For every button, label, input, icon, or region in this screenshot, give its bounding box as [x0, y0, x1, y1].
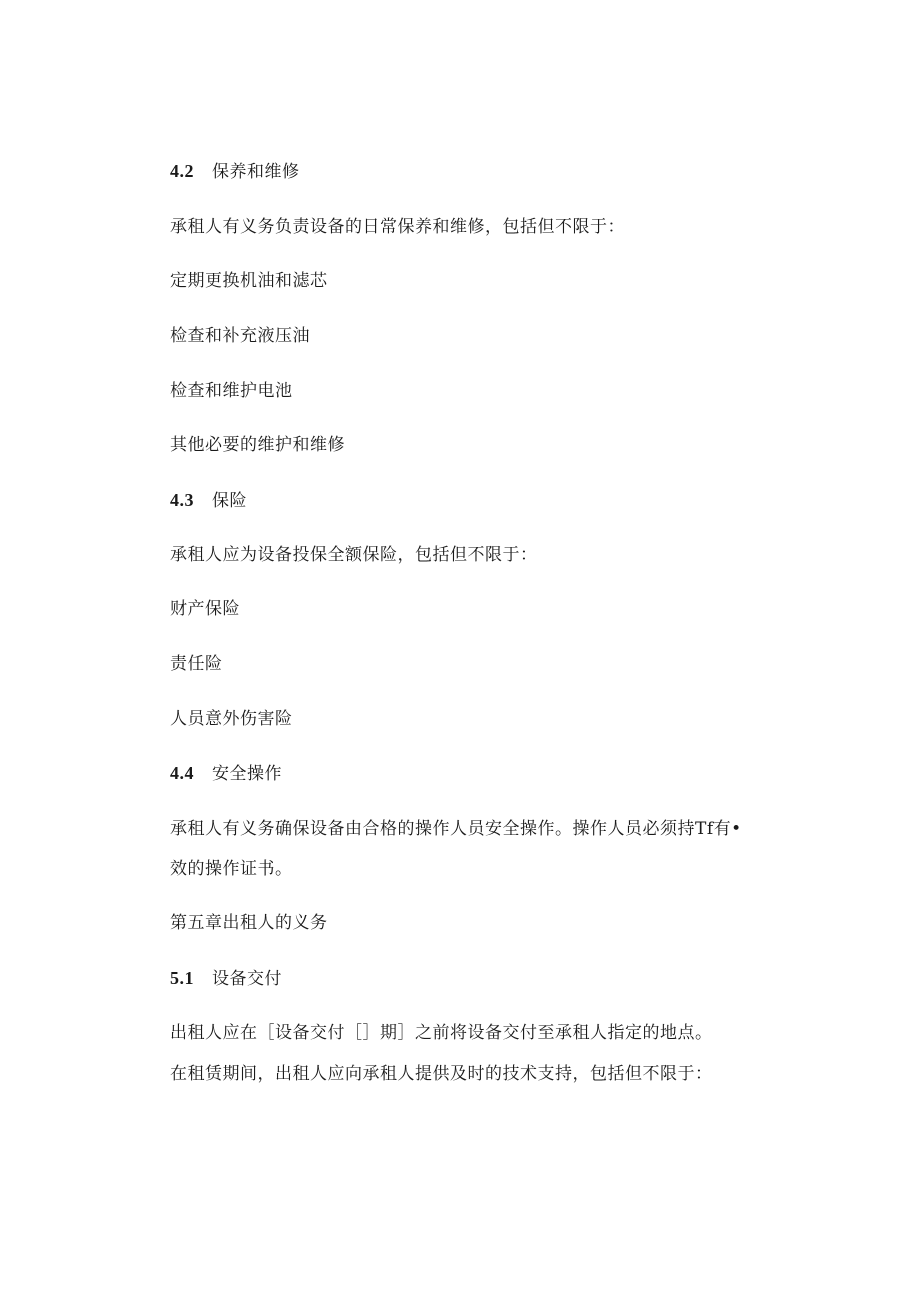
paragraph-maintenance-intro: 承租人有义务负责设备的日常保养和维修，包括但不限于： [170, 217, 625, 237]
paragraph-technical-support: 在租赁期间，出租人应向承租人提供及时的技术支持，包括但不限于： [170, 1064, 713, 1084]
section-heading-4-2 [170, 160, 300, 183]
section-title: 安全操作 [212, 764, 282, 784]
list-item: 财产保险 [170, 599, 240, 619]
list-item: 人员意外伤害险 [170, 709, 293, 729]
section-heading-4-4 [170, 762, 282, 785]
list-item: 其他必要的维护和维修 [170, 435, 345, 455]
list-item: 定期更换机油和滤芯 [170, 271, 328, 291]
section-heading-4-3 [170, 489, 247, 512]
section-number: 4.3 [170, 490, 194, 510]
paragraph-safety-line-1: 承租人有义务确保设备由合格的操作人员安全操作。操作人员必须持Tf有• [170, 819, 742, 839]
section-number: 5.1 [170, 968, 194, 988]
list-item: 责任险 [170, 654, 223, 674]
section-title: 设备交付 [212, 969, 282, 989]
section-number: 4.2 [170, 161, 194, 181]
paragraph-insurance-intro: 承租人应为设备投保全额保险，包括但不限于： [170, 545, 538, 565]
section-title: 保险 [212, 491, 247, 511]
paragraph-delivery: 出租人应在［设备交付［］期］之前将设备交付至承租人指定的地点。 [170, 1023, 713, 1043]
chapter-heading: 第五章出租人的义务 [170, 913, 328, 933]
paragraph-safety-line-2: 效的操作证书。 [170, 859, 293, 879]
section-number: 4.4 [170, 763, 194, 783]
section-title: 保养和维修 [212, 162, 300, 182]
list-item: 检查和维护电池 [170, 381, 293, 401]
list-item: 检查和补充液压油 [170, 326, 310, 346]
section-heading-5-1 [170, 967, 282, 990]
